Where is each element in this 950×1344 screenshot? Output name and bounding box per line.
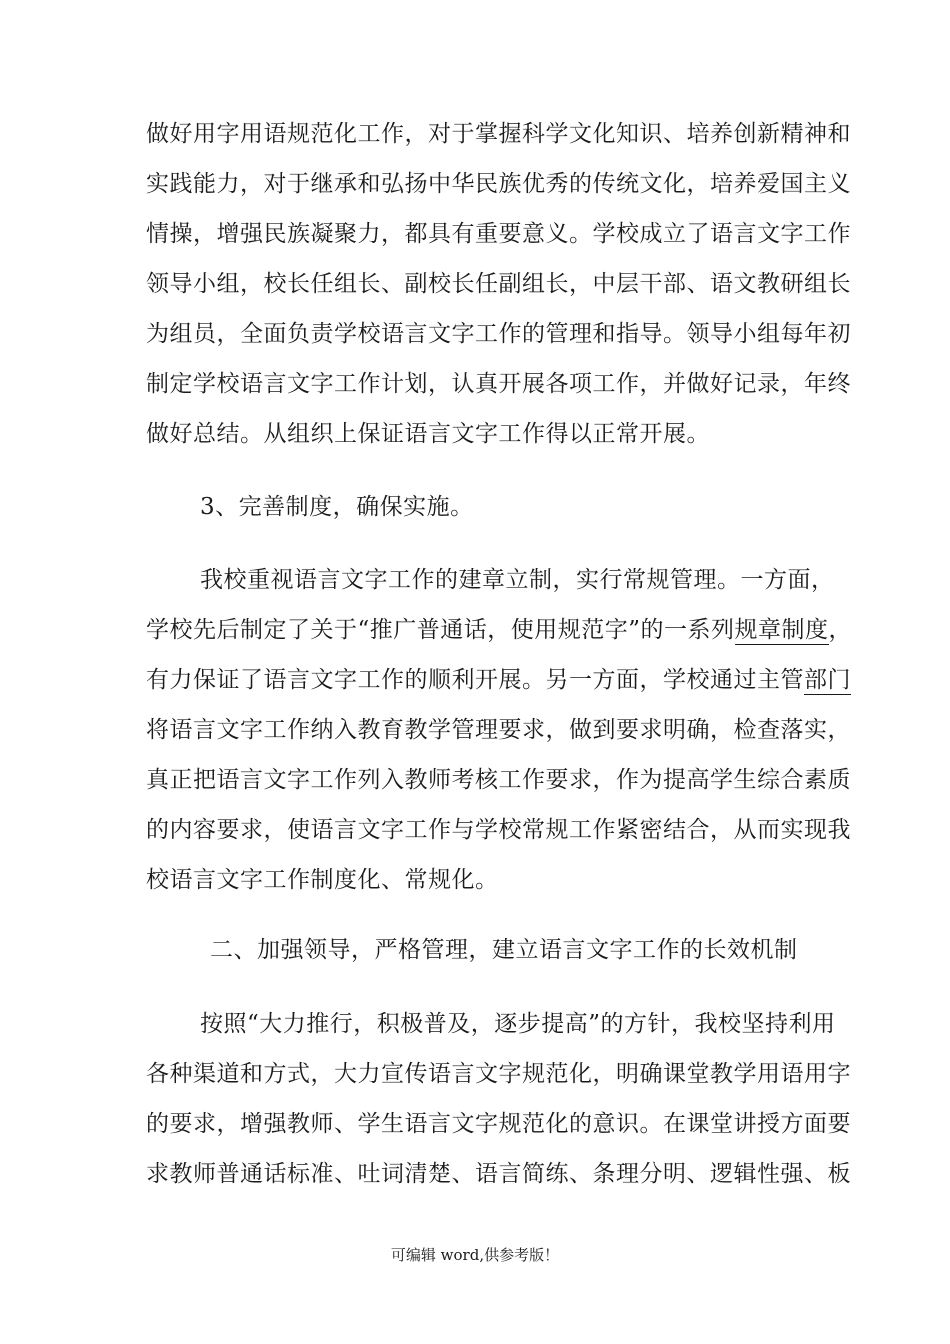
paragraph-1-line-5: 为组员，全面负责学校语言文字工作的管理和指导。领导小组每年初 <box>146 321 851 347</box>
underlined-term-regulations: 规章制度 <box>734 617 829 643</box>
paragraph-1-line-7: 做好总结。从组织上保证语言文字工作得以正常开展。 <box>146 421 710 447</box>
section-heading-2: 二、加强领导，严格管理，建立语言文字工作的长效机制 <box>210 937 798 963</box>
underlined-term-department: 部门 <box>804 667 851 693</box>
paragraph-2-line-3-text: 有力保证了语言文字工作的顺利开展。另一方面，学校通过主管 <box>146 667 804 693</box>
paragraph-2-line-5: 真正把语言文字工作列入教师考核工作要求，作为提高学生综合素质 <box>146 767 851 793</box>
paragraph-2-line-3 <box>146 660 851 700</box>
paragraph-1-line-6: 制定学校语言文字工作计划，认真开展各项工作，并做好记录，年终 <box>146 371 851 397</box>
paragraph-2-line-4: 将语言文字工作纳入教育教学管理要求，做到要求明确，检查落实， <box>146 717 851 743</box>
paragraph-2-line-2-comma: ， <box>828 617 853 643</box>
paragraph-3-line-4: 求教师普通话标准、吐词清楚、语言简练、条理分明、逻辑性强、板 <box>146 1161 851 1187</box>
paragraph-1-line-3: 情操，增强民族凝聚力，都具有重要意义。学校成立了语言文字工作 <box>146 221 851 247</box>
paragraph-3-line-3: 的要求，增强教师、学生语言文字规范化的意识。在课堂讲授方面要 <box>146 1111 851 1137</box>
paragraph-2-line-7: 校语言文字工作制度化、常规化。 <box>146 867 499 893</box>
paragraph-3-line-1: 按照“大力推行，积极普及，逐步提高”的方针，我校坚持利用 <box>200 1011 836 1037</box>
paragraph-2-line-2 <box>146 610 853 650</box>
paragraph-3-line-2: 各种渠道和方式，大力宣传语言文字规范化，明确课堂教学用语用字 <box>146 1061 851 1087</box>
paragraph-2-line-2-text: 学校先后制定了关于“推广普通话，使用规范字”的一系列 <box>146 617 735 643</box>
paragraph-1-line-2: 实践能力，对于继承和弘扬中华民族优秀的传统文化，培养爱国主义 <box>146 171 851 197</box>
paragraph-1-line-4: 领导小组，校长任组长、副校长任副组长，中层干部、语文教研组长 <box>146 271 851 297</box>
paragraph-1-line-1: 做好用字用语规范化工作，对于掌握科学文化知识、培养创新精神和 <box>146 121 851 147</box>
paragraph-2-line-6: 的内容要求，使语言文字工作与学校常规工作紧密结合，从而实现我 <box>146 817 851 843</box>
page-footer: 可编辑 word,供参考版！ <box>390 1246 560 1264</box>
section-heading-3: 3、完善制度，确保实施。 <box>200 494 474 520</box>
paragraph-2-line-1: 我校重视语言文字工作的建章立制，实行常规管理。一方面， <box>200 567 835 593</box>
